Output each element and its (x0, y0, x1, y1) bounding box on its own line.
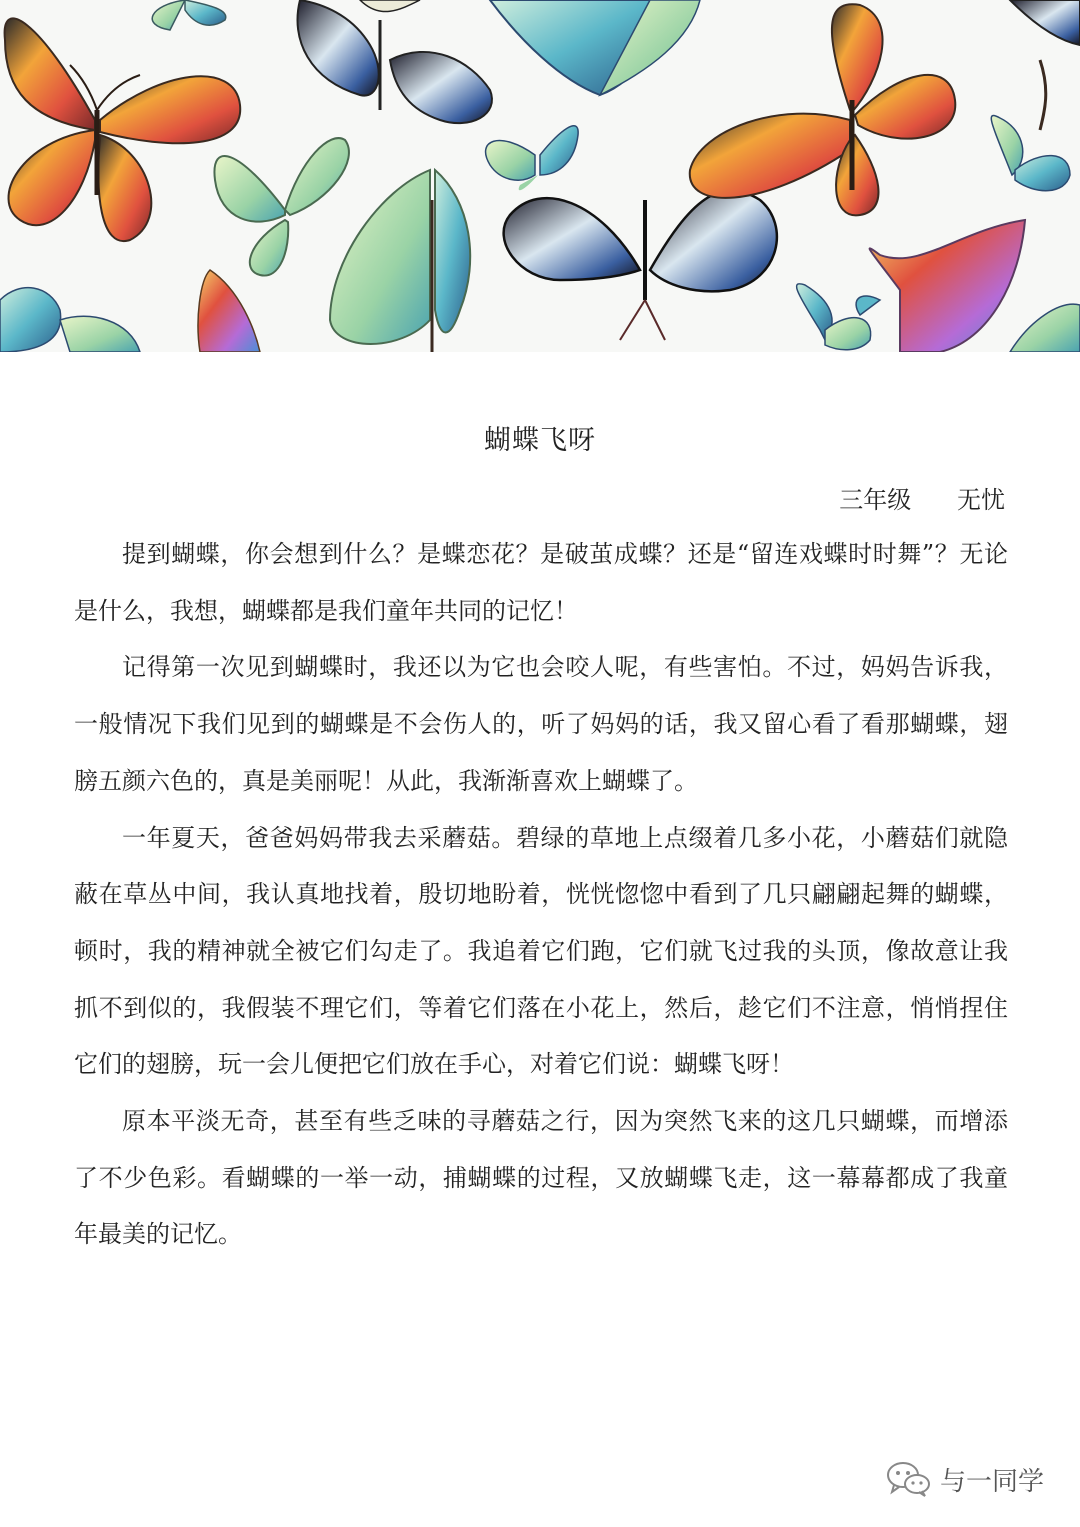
butterfly-corner-right (1010, 0, 1080, 130)
butterfly-dark-center (504, 191, 777, 340)
butterfly-orange-right (690, 4, 956, 215)
butterfly-orange-bottom (198, 270, 260, 352)
article-paragraph: 原本平淡无奇，甚至有些乏味的寻蘑菇之行，因为突然飞来的这几只蝴蝶，而增添了不少色彩。看蝴蝶的一举一动，捕蝴蝶的过程，又放蝴蝶飞走，这一幕幕都成了我童年最美的记忆。 (74, 1107, 1008, 1249)
wechat-account-watermark (886, 1457, 1044, 1501)
article-paragraph: 一年夏天，爸爸妈妈带我去采蘑菇。碧绿的草地上点缀着几多小花，小蘑菇们就隐蔽在草丛中间，我认真地找着，殷切地盼着，恍恍惚惚中看到了几只翩翩起舞的蝴蝶，顿时，我的精神就全被它们勾走了。我追着它们跑，它们就飞过我的头顶，像故意让我抓不到似的，我假装不理它们，等着它们落在小花上，然后，趁它们不注意，悄悄捏住它们的翅膀，玩一会儿便把它们放在手心，对着它们说：蝴蝶飞呀！ (74, 823, 1008, 1079)
butterfly-blue-right (991, 116, 1070, 191)
butterfly-cool-bottom (797, 284, 871, 350)
wechat-account-name: 与一同学 (939, 1466, 1044, 1497)
butterfly-banner (0, 0, 1080, 352)
article-title: 蝴蝶飞呀 (484, 425, 596, 456)
butterfly-mint-mid (214, 138, 348, 275)
article-paragraph: 提到蝴蝶，你会想到什么？是蝶恋花？是破茧成蝶？还是“留连戏蝶时时舞”？无论是什么，我想，蝴蝶都是我们童年共同的记忆！ (74, 540, 1008, 625)
butterfly-blue-top (490, 0, 700, 95)
butterfly-cool-top (152, 0, 226, 30)
butterfly-patterned-top (298, 0, 492, 123)
butterfly-cool-bottomleft (0, 288, 140, 352)
article-body (74, 526, 1008, 1263)
butterfly-rainbow-right (856, 220, 1025, 352)
article-paragraph: 记得第一次见到蝴蝶时，我还以为它也会咬人呢，有些害怕。不过，妈妈告诉我，一般情况下我们见到的蝴蝶是不会伤人的，听了妈妈的话，我又留心看了看那蝴蝶，翅膀五颜六色的，真是美丽呢！从此，我渐渐喜欢上蝴蝶了。 (74, 653, 1008, 795)
butterfly-corner-bottomright (1010, 304, 1080, 352)
butterfly-mint-large (330, 170, 470, 352)
butterfly-illustration-icon (0, 0, 1080, 352)
butterfly-small-center (486, 126, 579, 190)
butterfly-warm-left (5, 18, 241, 241)
wechat-icon (886, 1459, 932, 1499)
article-byline: 三年级 无忧 (839, 486, 1005, 514)
